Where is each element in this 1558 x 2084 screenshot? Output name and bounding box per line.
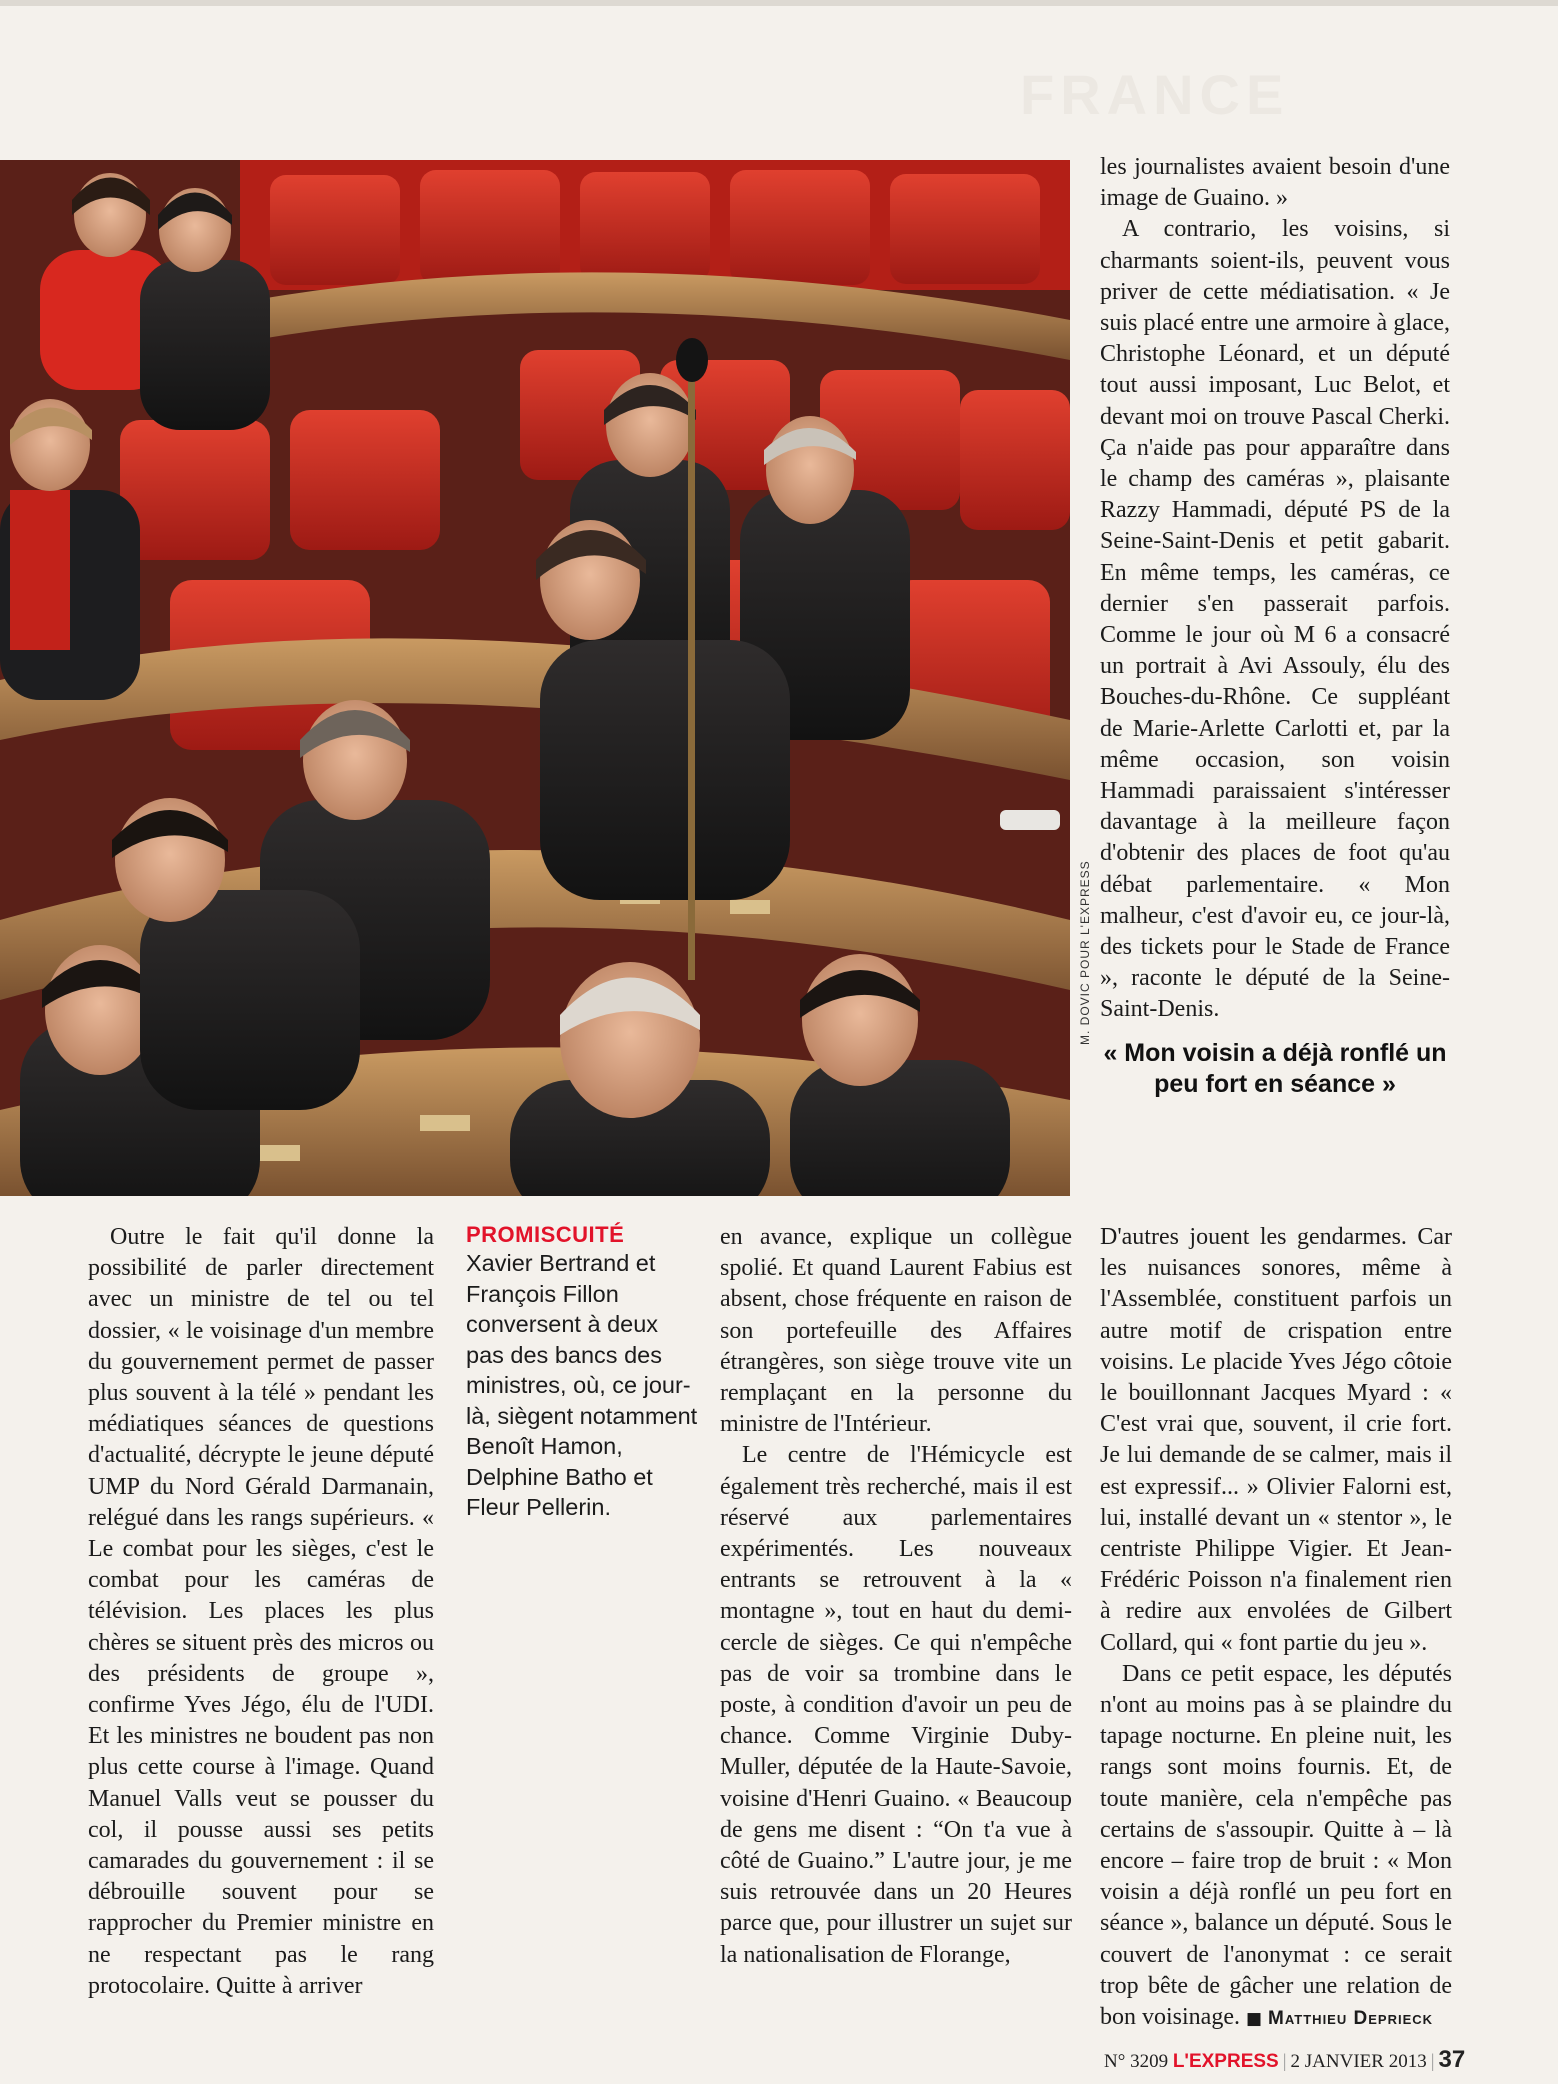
paragraph: Le centre de l'Hémicycle est également très recherché, mais il est réservé aux parlementaires expérimentés. Les nouveaux entrants se retrouvent à la « montagne », tout en haut du demi-cercle de sièges. Ce qui n'empêche pas de voir sa trombine dans le poste, à condition d'avoir un peu de chance. Comme Virginie Duby-Muller, députée de la Haute-Savoie, voisine d'Henri Guaino. « Beaucoup de gens me disent : “On t'a vue à côté de Guaino.” L'autre jour, je me suis retrouvée dans un 20 Heures parce que, pour illustrer un sujet sur la nationalisation de Florange, <box>720 1442 1072 1968</box>
paragraph-text: Dans ce petit espace, les députés n'ont au moins pas à se plaindre du tapage nocturne. En pleine nuit, les rangs sont moins fournis. Et, de toute manière, cela n'empêche pas certains de s'assoupir. Quitte à – là encore – faire trop de bruit : « Mon voisin a déjà ronflé un peu fort en séance », balance un député. Sous le couvert de l'anonymat : ce serait trop bête de gâcher une relation de bon voisinage. <box>1100 1660 1452 2031</box>
issue-number: N° 3209 <box>1104 2051 1169 2072</box>
photo-caption <box>466 1222 702 1523</box>
photo-credit: M. DOVIC POUR L'EXPRESS <box>1078 860 1092 1045</box>
section-ghost-header: FRANCE <box>1020 63 1290 126</box>
paragraph <box>1100 1659 1452 2035</box>
byline-square-icon: ■ <box>1245 2009 1263 2030</box>
paragraph: A contrario, les voisins, si charmants soient-ils, peuvent vous priver de cette médiatisation. « Je suis placé entre une armoire à glace, Christophe Léonard, et un député tout aussi imposant, Luc Belot, et devant moi on trouve Pascal Cherki. Ça n'aide pas pour apparaître dans le champ des caméras », plaisante Razzy Hammadi, député PS de la Seine-Saint-Denis et petit gabarit. En même temps, les caméras, ce dernier s'en passerait parfois. Comme le jour où M 6 a consacré un portrait à Avi Assouly, élu des Bouches-du-Rhône. Ce suppléant de Marie-Arlette Carlotti et, par la même occasion, son voisin Hammadi paraissaient s'intéresser davantage à la meilleure façon d'obtenir des places de foot qu'au débat parlementaire. « Mon malheur, c'est d'avoir eu, ce jour-là, des tickets pour le Stade de France », raconte le député de la Seine-Saint-Denis. <box>1100 216 1450 1023</box>
subheading: « Mon voisin a déjà ronflé un peu fort en séance » <box>1103 1038 1447 1098</box>
byline-author: Matthieu Deprieck <box>1268 2008 1434 2030</box>
paragraph: en avance, explique un collègue spolié. Et quand Laurent Fabius est absent, chose fréquente en raison de son portefeuille des Affaires étrangères, son siège trouve vite un remplaçant en la personne du ministre de l'Intérieur. <box>720 1224 1072 1438</box>
page-number: 37 <box>1438 2046 1466 2073</box>
issue-date: 2 JANVIER 2013 <box>1290 2051 1427 2072</box>
paragraph: D'autres jouent les gendarmes. Car les nuisances sonores, même à l'Assemblée, constituent parfois un autre motif de crispation entre voisins. Le placide Yves Jégo côtoie le bouillonnant Jacques Myard : « C'est vrai que, souvent, il crie fort. Je lui demande de se calmer, mais il est expressif... » Olivier Falorni est, lui, installé devant un « stentor », le centriste Philippe Vigier. Et Jean-Frédéric Poisson n'a finalement rien à redire aux envolées de Gilbert Collard, qui « font partie du jeu ». <box>1100 1224 1452 1656</box>
assembly-photo <box>0 160 1070 1196</box>
article-column-left <box>88 1222 434 2002</box>
caption-label: PROMISCUITÉ <box>466 1222 625 1247</box>
paragraph: les journalistes avaient besoin d'une image de Guaino. » <box>1100 154 1450 212</box>
article-column-middle <box>720 1222 1072 1971</box>
caption-text: Xavier Bertrand et François Fillon conversent à deux pas des bancs des ministres, où, ce jour-là, siègent notamment Benoît Hamon, Delphine Batho et Fleur Pellerin. <box>466 1250 698 1520</box>
article-column-top-right <box>1100 152 1450 1104</box>
page-footer <box>1104 2046 1466 2074</box>
paragraph: Outre le fait qu'il donne la possibilité de parler directement avec un ministre de tel ou tel dossier, « le voisinage d'un membre du gouvernement permet de passer plus souvent à la télé » pendant les médiatiques séances de questions d'actualité, décrypte le jeune député UMP du Nord Gérald Darmanain, relégué dans les rangs supérieurs. « Le combat pour les sièges, c'est le combat pour les caméras de télévision. Les places les plus chères se situent près des micros ou des présidents de groupe », confirme Yves Jégo, élu de l'UDI. Et les ministres ne boudent pas non plus cette course à l'image. Quand Manuel Valls veut se pousser du col, il pousse aussi ses petits camarades du gouvernement : il se débrouille souvent pour se rapprocher du Premier ministre en ne respectant pas le rang protocolaire. Quitte à arriver <box>88 1224 434 1999</box>
magazine-name: L'EXPRESS <box>1172 2051 1279 2072</box>
assembly-photo-illustration <box>0 160 1070 1196</box>
top-rule <box>0 0 1558 6</box>
article-column-right <box>1100 1222 1452 2035</box>
footer-separator: | <box>1282 2051 1287 2072</box>
footer-separator: | <box>1430 2051 1435 2072</box>
